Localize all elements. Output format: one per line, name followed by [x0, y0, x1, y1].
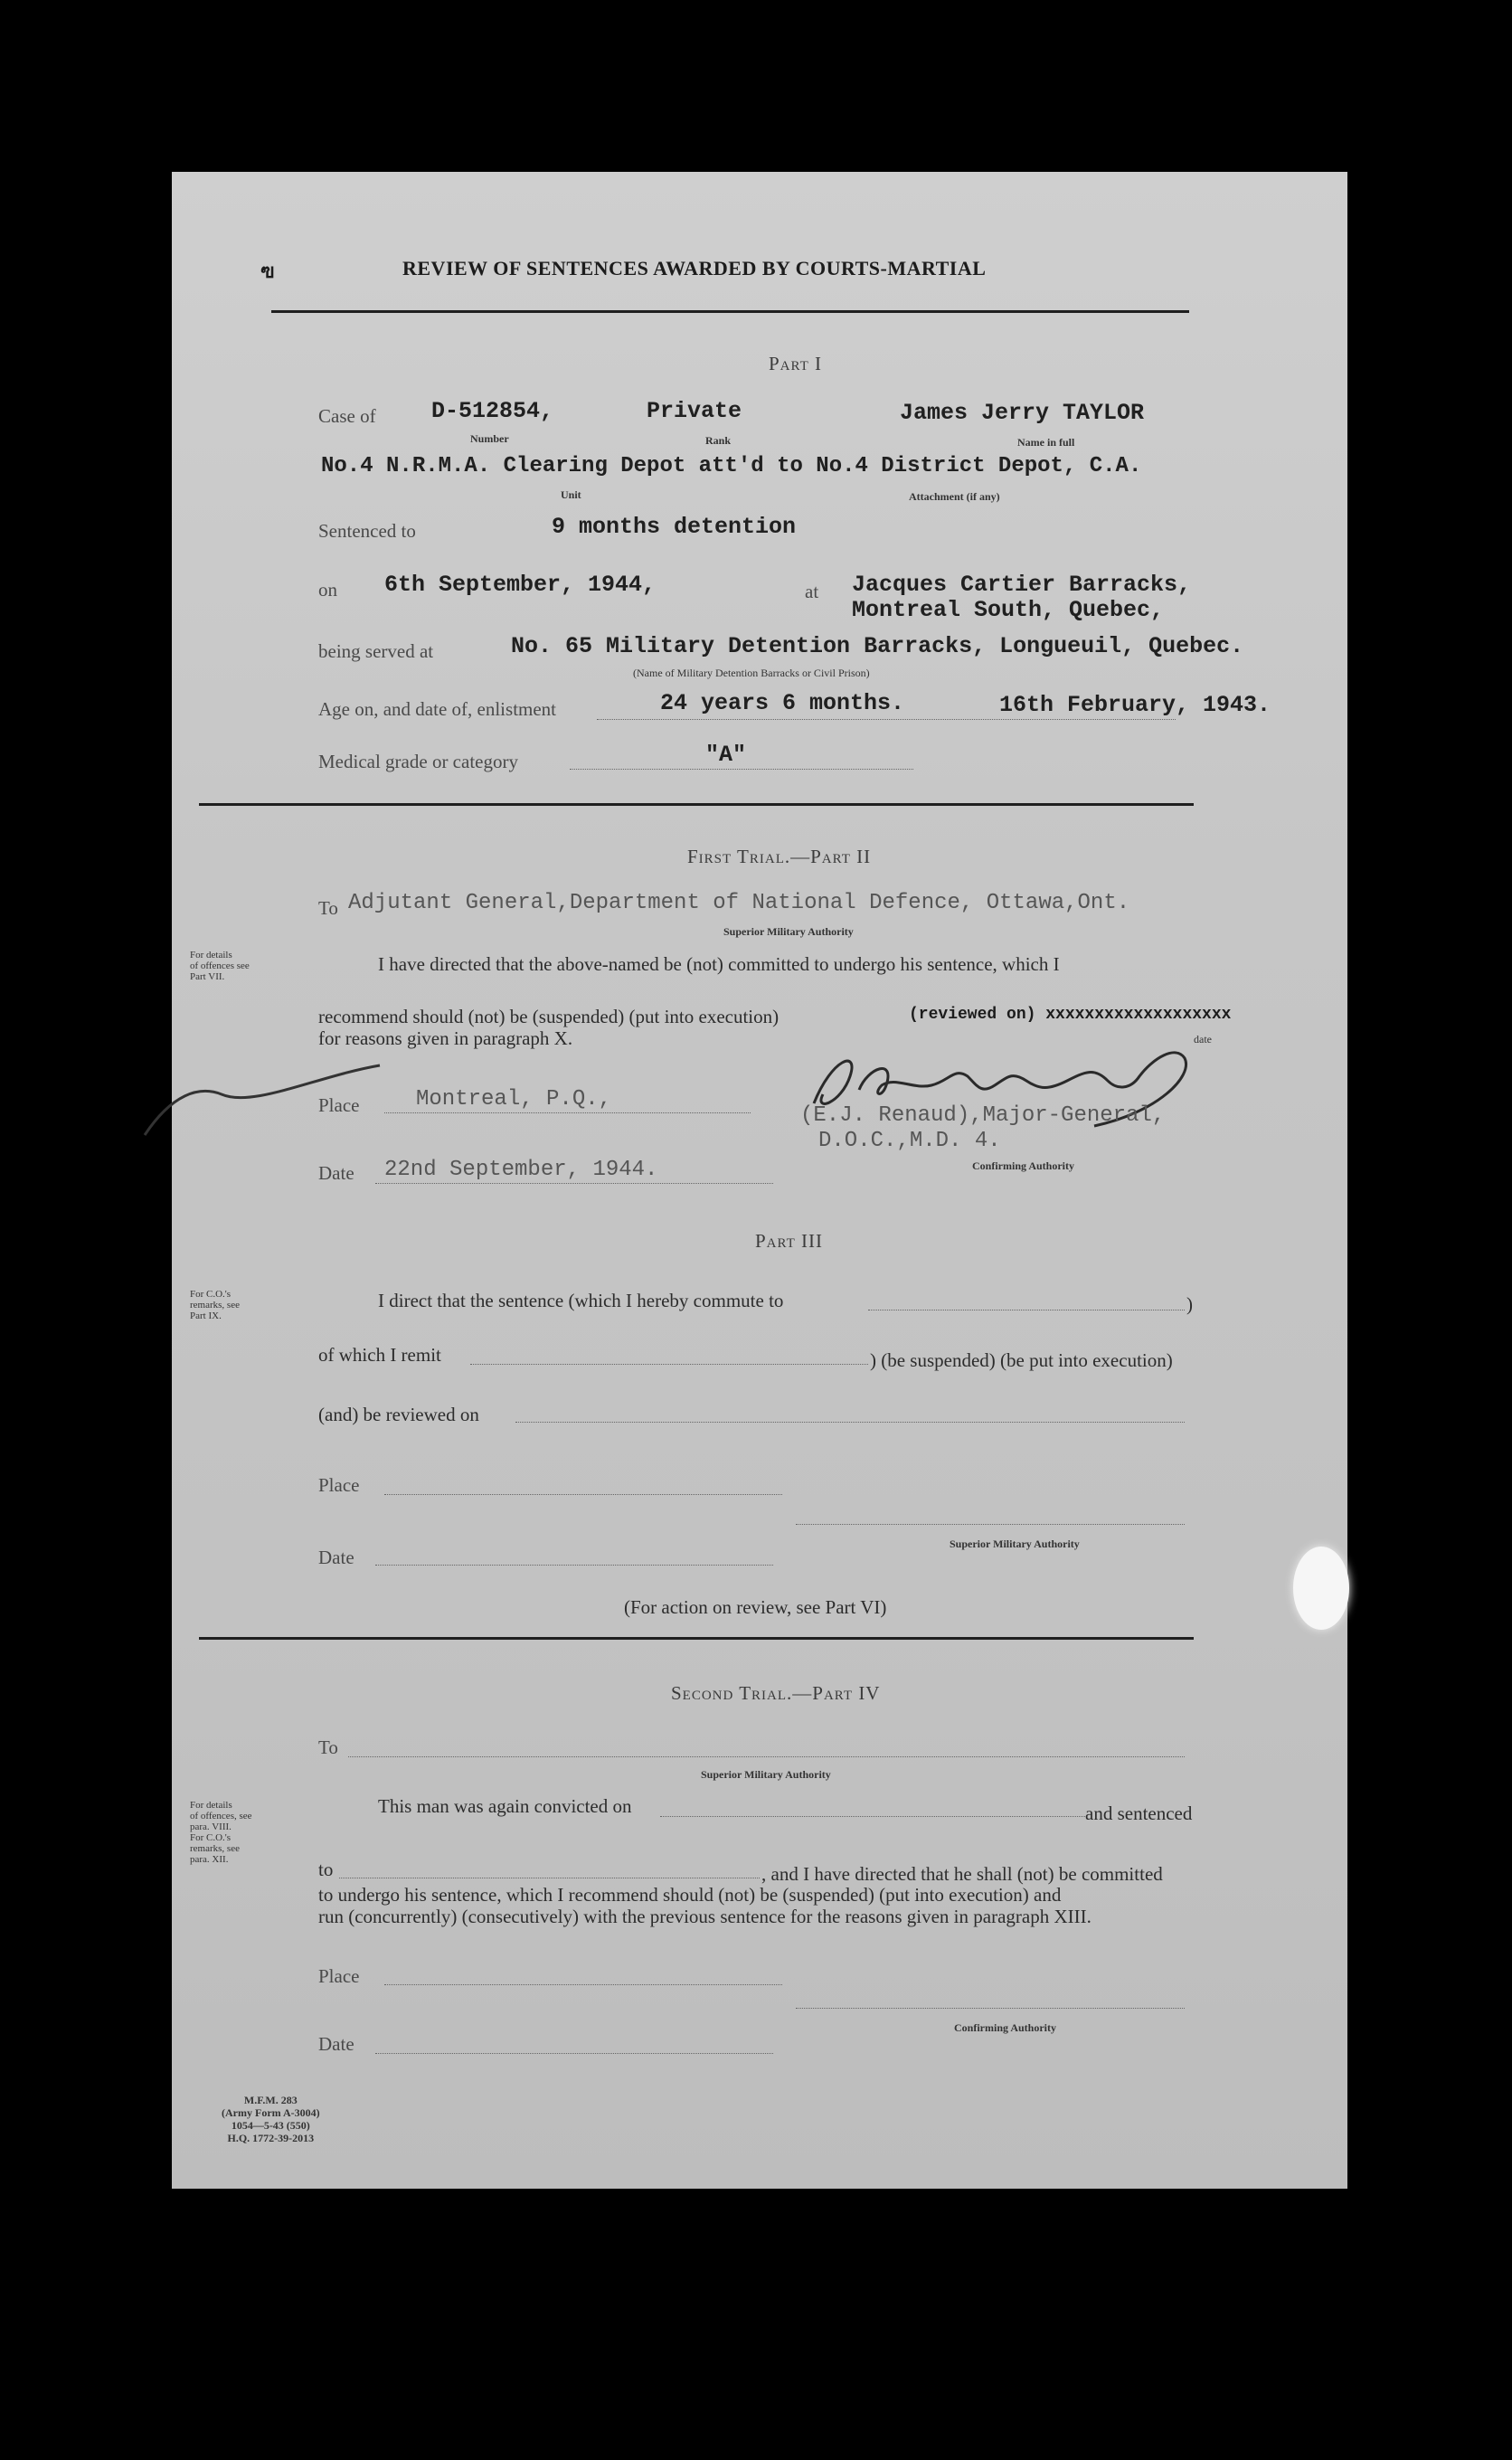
part4-to-label: To	[318, 1736, 338, 1758]
unit-value: No.4 N.R.M.A. Clearing Depot att'd to No.4 District Depot, C.A.	[321, 454, 1142, 478]
part2-text-line3: for reasons given in paragraph X.	[318, 1027, 573, 1049]
service-number: D-512854,	[431, 398, 554, 424]
part4-date-label: Date	[318, 2033, 354, 2055]
trial-place-line1: Jacques Cartier Barracks,	[852, 572, 1192, 598]
confirming-authority-caption: Confirming Authority	[972, 1159, 1075, 1172]
document-page	[172, 172, 1347, 2189]
part4-confirm-caption: Confirming Authority	[954, 2021, 1057, 2034]
part3-text-line2a: of which I remit	[318, 1344, 441, 1366]
part4-to-dotted-line	[348, 1756, 1185, 1757]
trial-place-line2: Montreal South, Quebec,	[852, 597, 1165, 623]
part4-place-label: Place	[318, 1965, 360, 1987]
document-title: REVIEW OF SENTENCES AWARDED BY COURTS-MARTIAL	[402, 257, 987, 279]
at-label: at	[805, 581, 819, 602]
part3-line1-end: )	[1186, 1293, 1193, 1315]
sentence-date: 6th September, 1944,	[384, 572, 657, 598]
convicted-dotted-line	[660, 1816, 1085, 1817]
part3-text-line2b: ) (be suspended) (be put into execution)	[870, 1349, 1173, 1371]
part3-place-label: Place	[318, 1474, 360, 1496]
paper-damage-spot	[1293, 1547, 1349, 1630]
part2-side-note: For details of offences see Part VII.	[190, 950, 250, 982]
part3-bottom-rule	[199, 1637, 1194, 1640]
part4-confirm-dotted-line	[796, 2008, 1185, 2009]
case-of-label: Case of	[318, 405, 376, 427]
part4-side-note: For details of offences, see para. VIII. For C.O.'s remarks, see para. XII.	[190, 1800, 252, 1865]
date-label: Date	[318, 1162, 354, 1184]
rank-caption: Rank	[705, 434, 732, 447]
to-caption: Superior Military Authority	[723, 925, 854, 938]
part3-side-note: For C.O.'s remarks, see Part IX.	[190, 1289, 240, 1321]
review-dotted-line	[515, 1422, 1185, 1423]
name-caption: Name in full	[1017, 436, 1075, 449]
age-dotted-line	[597, 719, 1176, 720]
part4-sma-caption: Superior Military Authority	[701, 1768, 831, 1781]
to-label: To	[318, 897, 338, 919]
part4-text-line3: to undergo his sentence, which I recommend should (not) be (suspended) (put into execution) and	[318, 1884, 1062, 1906]
part4-text-line2a: to	[318, 1859, 334, 1880]
part3-sma-dotted-line	[796, 1524, 1185, 1525]
on-label: on	[318, 579, 337, 601]
place-label: Place	[318, 1094, 360, 1116]
medical-grade-value: "A"	[705, 742, 747, 768]
part1-heading: Part I	[769, 353, 823, 374]
place-dotted-line	[384, 1112, 751, 1113]
date-caption: date	[1194, 1033, 1212, 1046]
medical-dotted-line	[570, 769, 913, 770]
part2-text-line2b: (reviewed on) xxxxxxxxxxxxxxxxxxx	[909, 1006, 1232, 1024]
medical-grade-label: Medical grade or category	[318, 751, 518, 772]
sentence-value: 9 months detention	[552, 514, 797, 540]
header-mark: ฃ	[260, 260, 275, 282]
place-value: Montreal, P.Q.,	[416, 1087, 612, 1112]
part3-date-label: Date	[318, 1547, 354, 1568]
part4-text-line4: run (concurrently) (consecutively) with the previous sentence for the reasons given in paragraph XIII.	[318, 1906, 1091, 1927]
part4-place-dotted-line	[384, 1984, 782, 1985]
part1-bottom-rule	[199, 803, 1194, 806]
sentenced-to-label: Sentenced to	[318, 520, 416, 542]
being-served-label: being served at	[318, 640, 434, 662]
age-value: 24 years 6 months.	[660, 690, 905, 716]
part3-text-line1: I direct that the sentence (which I hereby commute to	[378, 1290, 784, 1311]
number-caption: Number	[470, 432, 509, 445]
to-authority-value: Adjutant General,Department of National Defence, Ottawa,Ont.	[348, 891, 1130, 915]
rank-value: Private	[647, 398, 742, 424]
part4-date-dotted-line	[375, 2053, 773, 2054]
part3-text-line3: (and) be reviewed on	[318, 1404, 479, 1425]
form-identifier: M.F.M. 283 (Army Form A-3004) 1054—5-43 (550) H.Q. 1772-39-2013	[222, 2094, 320, 2144]
remit-dotted-line	[470, 1364, 868, 1365]
part3-date-dotted-line	[375, 1565, 773, 1566]
part3-sma-caption: Superior Military Authority	[950, 1538, 1080, 1550]
part4-text-line2b: , and I have directed that he shall (not) be committed	[761, 1863, 1163, 1885]
date-dotted-line	[375, 1183, 773, 1184]
served-at-value: No. 65 Military Detention Barracks, Longueuil, Quebec.	[511, 633, 1244, 659]
part4-text-line1a: This man was again convicted on	[378, 1795, 632, 1817]
served-caption: (Name of Military Detention Barracks or Civil Prison)	[633, 667, 870, 679]
part4-text-line1b: and sentenced	[1085, 1802, 1193, 1824]
date-value: 22nd September, 1944.	[384, 1158, 658, 1182]
part4-heading: Second Trial.—Part IV	[671, 1682, 881, 1704]
part3-footer: (For action on review, see Part VI)	[624, 1596, 887, 1618]
age-enlistment-label: Age on, and date of, enlistment	[318, 698, 557, 720]
attachment-caption: Attachment (if any)	[909, 490, 1000, 503]
part2-text-line2a: recommend should (not) be (suspended) (put into execution)	[318, 1006, 780, 1027]
part2-text-line1: I have directed that the above-named be (not) committed to undergo his sentence, which I	[378, 953, 1060, 975]
part2-heading: First Trial.—Part II	[687, 846, 872, 867]
signer-name: (E.J. Renaud),Major-General,	[800, 1103, 1166, 1128]
header-rule	[271, 310, 1189, 313]
part3-heading: Part III	[755, 1230, 824, 1252]
full-name-value: James Jerry TAYLOR	[900, 400, 1145, 426]
svg-text:E. Renaud: E. Renaud	[800, 1138, 805, 1139]
signer-title: D.O.C.,M.D. 4.	[818, 1129, 1001, 1153]
unit-caption: Unit	[561, 488, 581, 501]
part3-place-dotted-line	[384, 1494, 782, 1495]
enlistment-date: 16th February, 1943.	[999, 692, 1271, 718]
